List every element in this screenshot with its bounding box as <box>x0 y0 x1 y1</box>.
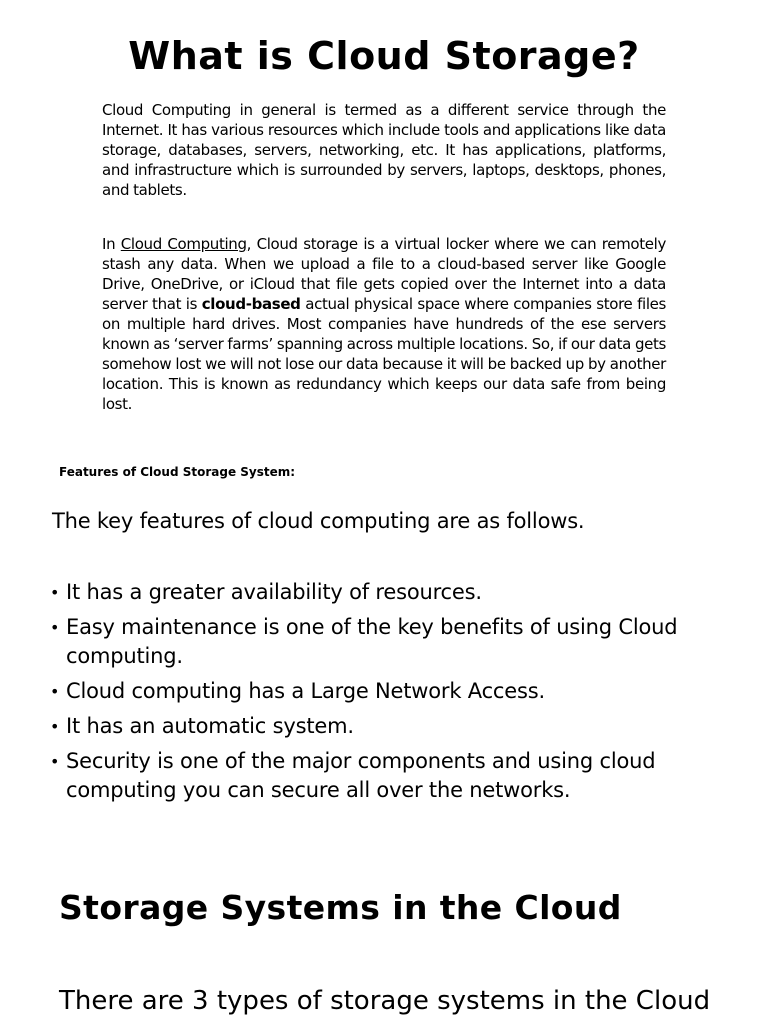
bullet-icon: • <box>50 618 60 637</box>
bullet-icon: • <box>50 583 60 602</box>
list-item <box>48 747 708 805</box>
features-intro: The key features of cloud computing are as follows. <box>52 509 585 533</box>
para-middle: , Cloud storage is a virtual locker where we can remotely stash any data. When we upload a file to a cloud-based server like Google Drive, OneDrive, or iCloud that file gets copied over the Internet into a data server that is <box>102 235 666 313</box>
feature-text: It has an automatic system. <box>66 714 354 738</box>
features-list <box>48 578 708 811</box>
feature-text: It has a greater availability of resources. <box>66 580 482 604</box>
list-item <box>48 712 708 741</box>
list-item <box>48 677 708 706</box>
section-heading: Storage Systems in the Cloud <box>59 888 622 927</box>
intro-paragraph: Cloud Computing in general is termed as a different service through the Internet. It has various resources which include tools and applications like data storage, databases, servers, networking, etc. It has applications, platforms, and infrastructure which is surrounded by servers, laptops, desktops, phones, and tablets. <box>102 101 666 199</box>
list-item <box>48 613 708 671</box>
bullet-icon: • <box>50 682 60 701</box>
cloud-computing-link[interactable]: Cloud Computing <box>120 235 247 253</box>
page-title: What is Cloud Storage? <box>128 34 640 78</box>
bullet-icon: • <box>50 752 60 771</box>
para-prefix: In <box>102 235 121 253</box>
feature-text: Easy maintenance is one of the key benefits of using Cloud computing. <box>66 615 678 668</box>
para-bold: cloud-based <box>201 295 301 313</box>
feature-text: Cloud computing has a Large Network Access. <box>66 679 545 703</box>
cloud-storage-paragraph <box>102 234 666 414</box>
feature-text: Security is one of the major components and using cloud computing you can secure all over the networks. <box>66 749 656 802</box>
bullet-icon: • <box>50 717 60 736</box>
features-heading: Features of Cloud Storage System: <box>59 465 296 479</box>
list-item <box>48 578 708 607</box>
para-suffix: actual physical space where companies store files on multiple hard drives. Most companies have hundreds of the ese servers known as ‘server farms’ spanning across multiple locations. So, if our data gets somehow lost we will not lose our data because it will be backed up by another location. This is known as redundancy which keeps our data safe from being lost. <box>102 295 667 413</box>
section-text: There are 3 types of storage systems in the Cloud <box>59 986 711 1016</box>
